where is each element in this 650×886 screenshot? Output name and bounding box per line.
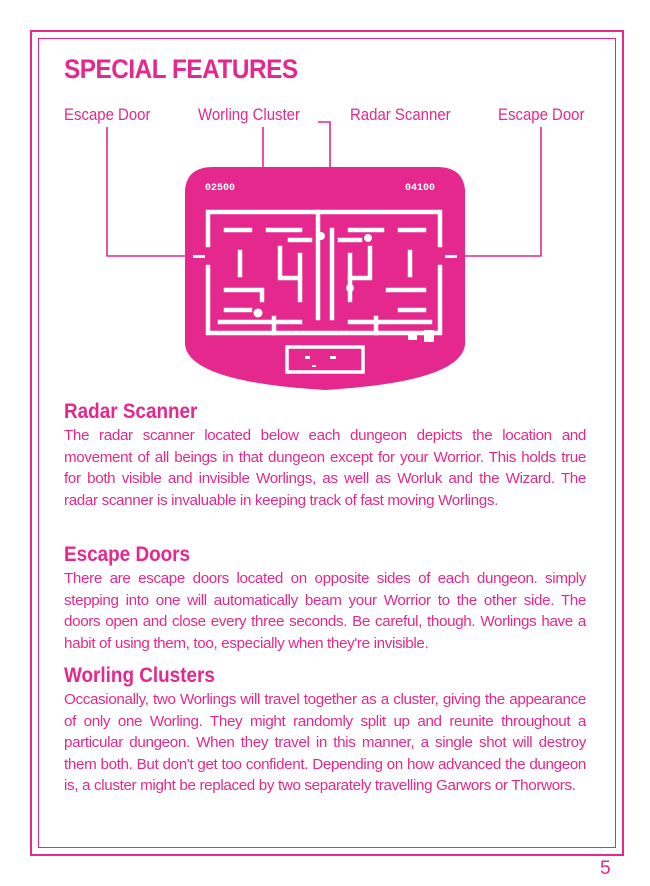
tv-screen (185, 167, 465, 390)
body-line: stepping into one will automatically beam your Worrior to the other side. (64, 591, 555, 609)
body-line: Wizard. The radar scanner is invaluable in keeping track of fast moving (64, 470, 586, 509)
page-number: 5 (600, 858, 611, 879)
body-line: throughout a particular dungeon. When they travel in this manner, a single (64, 712, 586, 751)
player-worrior-sprite (408, 334, 417, 340)
worling-cluster-sprite (254, 309, 263, 318)
label-escape-door-right: Escape Door (498, 105, 585, 124)
body-line: true for both visible and invisible Worlings, as well as Worluk and the (64, 448, 587, 487)
worling-sprite (317, 232, 325, 240)
body-line: travelling Garwors or Thorwors. (374, 777, 576, 794)
section-heading: Escape Doors (64, 543, 191, 566)
escape-door-left-mark (193, 255, 205, 258)
worrior-sprite (364, 234, 372, 242)
body-line: The doors open and close every three seconds. Be careful, though. (64, 591, 586, 630)
page-title: SPECIAL FEATURES (64, 54, 298, 84)
section-body (64, 689, 586, 797)
section-heading: Worling Clusters (64, 664, 215, 687)
body-line: shot will destroy them both. But don't get too confident. Depending on how (64, 734, 586, 773)
body-line: The radar scanner located below each dungeon depicts the location and (64, 427, 586, 444)
section-body (64, 425, 586, 511)
player-lives-sprite (424, 330, 434, 342)
label-worling-cluster: Worling Cluster (198, 105, 300, 124)
escape-door-right-mark (445, 255, 457, 258)
section-escape-doors (64, 542, 586, 654)
game-screen-diagram (0, 0, 650, 420)
body-line: advanced the dungeon is, a cluster might be replaced by two separately (64, 755, 587, 794)
body-line: movement of all beings in that dungeon except for your Worrior. This holds (64, 448, 556, 466)
body-line: Worlings. (438, 491, 498, 509)
section-heading: Radar Scanner (64, 400, 198, 423)
section-radar-scanner (64, 399, 586, 511)
section-body (64, 568, 586, 654)
thorwor-sprite (346, 284, 354, 292)
label-radar-scanner: Radar Scanner (350, 105, 451, 124)
body-line: Occasionally, two Worlings will travel together as a cluster, giving the (64, 691, 505, 708)
body-line: Worlings have a habit of using them, too, especially when they're invisible. (64, 613, 587, 652)
label-escape-door-left: Escape Door (64, 105, 151, 124)
score-right: 04100 (405, 183, 436, 194)
section-worling-clusters (64, 663, 586, 797)
body-line: There are escape doors located on opposite sides of each dungeon. simply (64, 570, 586, 587)
score-left: 02500 (205, 183, 236, 194)
body-line: appearance of only one Worling. They might randomly split up and reunite (64, 691, 586, 730)
